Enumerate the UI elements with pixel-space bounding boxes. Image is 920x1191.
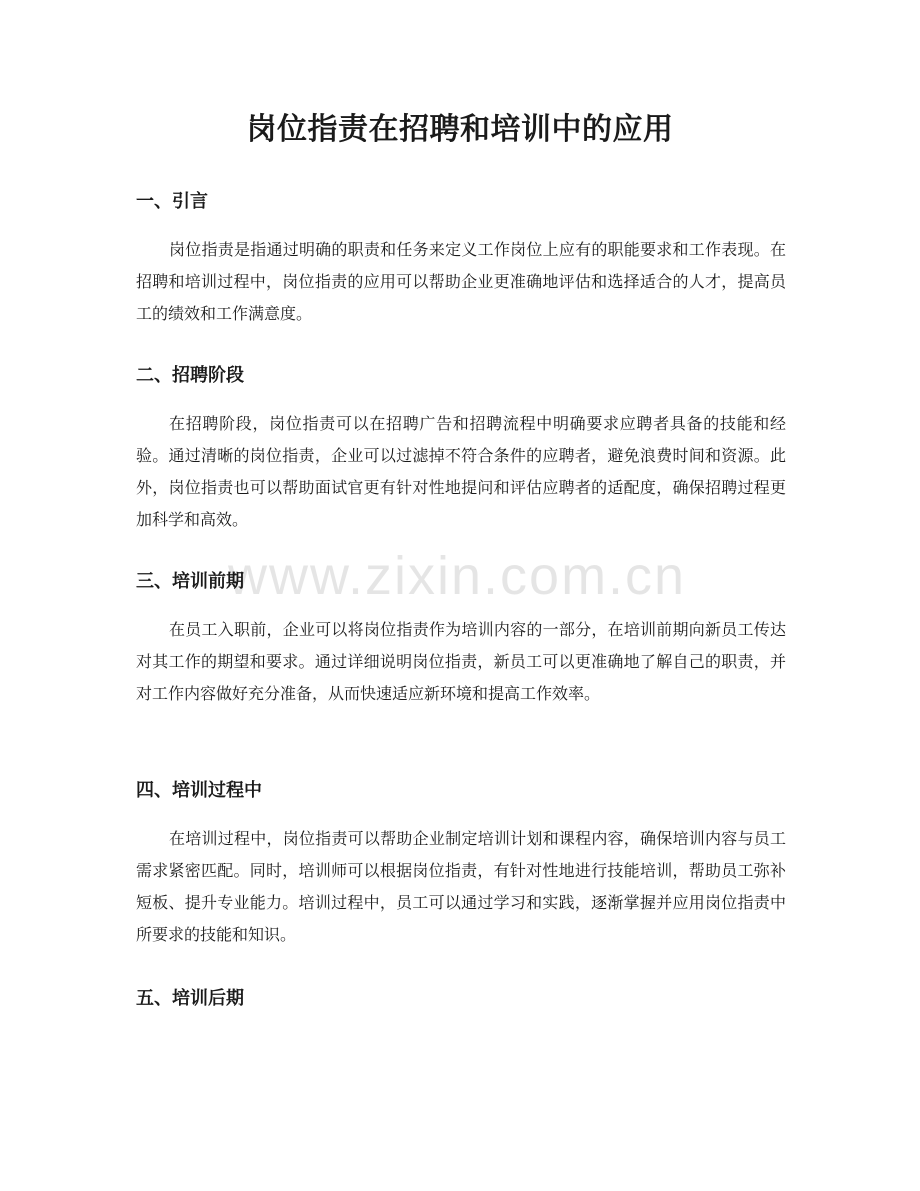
section-heading: 一、引言 (136, 191, 208, 212)
section-pre-training (136, 568, 786, 710)
section-heading: 四、培训过程中 (136, 780, 262, 801)
section-paragraph: 岗位指责是指通过明确的职责和任务来定义工作岗位上应有的职能要求和工作表现。在招聘和培训过程中，岗位指责的应用可以帮助企业更准确地评估和选择适合的人才，提高员工的绩效和工作满意度。 (136, 240, 786, 323)
section-paragraph: 在培训过程中，岗位指责可以帮助企业制定培训计划和课程内容，确保培训内容与员工需求紧密匹配。同时，培训师可以根据岗位指责，有针对性地进行技能培训，帮助员工弥补短板、提升专业能力。培训过程中，员工可以通过学习和实践，逐渐掌握并应用岗位指责中所要求的技能和知识。 (136, 829, 786, 944)
section-heading: 二、招聘阶段 (136, 365, 244, 386)
section-heading: 五、培训后期 (136, 988, 244, 1009)
section-paragraph: 在员工入职前，企业可以将岗位指责作为培训内容的一部分，在培训前期向新员工传达对其工作的期望和要求。通过详细说明岗位指责，新员工可以更准确地了解自己的职责，并对工作内容做好充分准备，从而快速适应新环境和提高工作效率。 (136, 620, 786, 703)
section-paragraph: 在招聘阶段，岗位指责可以在招聘广告和招聘流程中明确要求应聘者具备的技能和经验。通过清晰的岗位指责，企业可以过滤掉不符合条件的应聘者，避免浪费时间和资源。此外，岗位指责也可以帮助面试官更有针对性地提问和评估应聘者的适配度，确保招聘过程更加科学和高效。 (136, 414, 786, 529)
watermark: www.zixin.com.cn (228, 546, 687, 606)
section-heading: 三、培训前期 (136, 571, 244, 592)
section-introduction (136, 188, 786, 330)
section-post-training (136, 985, 786, 1013)
section-during-training (136, 777, 786, 951)
section-recruitment (136, 362, 786, 536)
document-title: 岗位指责在招聘和培训中的应用 (246, 112, 674, 147)
